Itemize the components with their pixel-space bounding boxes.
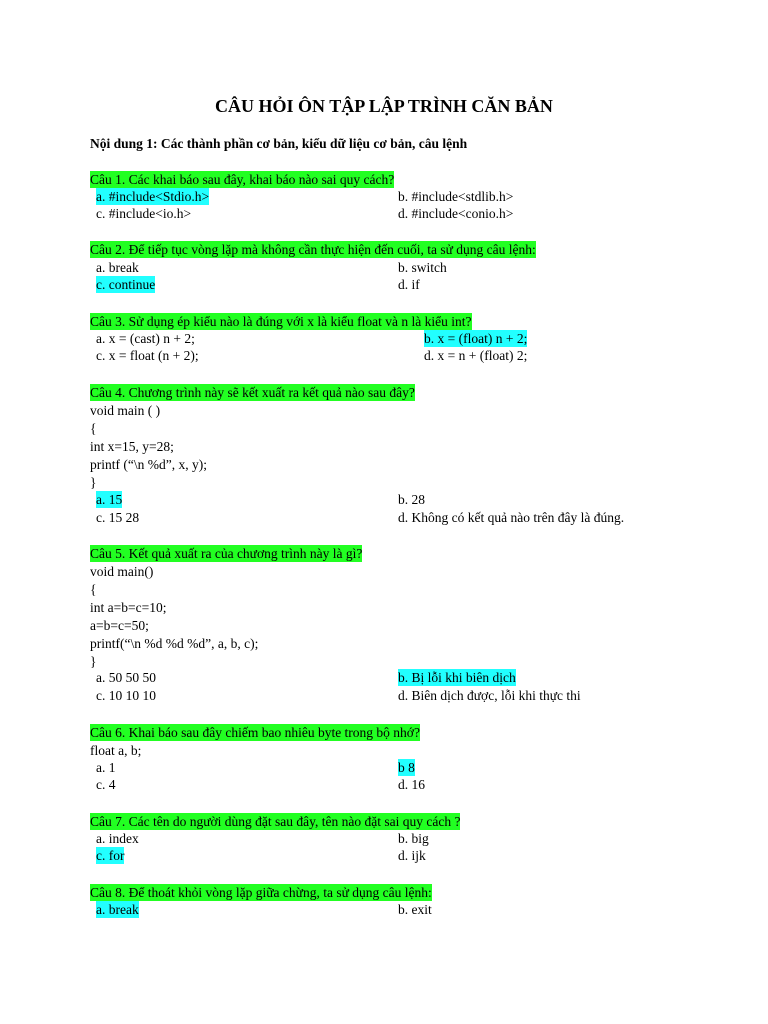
q6-option-a: a. 1 xyxy=(96,760,116,775)
q5-option-c: c. 10 10 10 xyxy=(96,688,156,703)
q4-option-a: a. 15 xyxy=(96,492,123,507)
q3-option-a: a. x = (cast) n + 2; xyxy=(96,331,195,346)
q2-option-b: b. switch xyxy=(398,260,447,275)
q3-option-c: c. x = float (n + 2); xyxy=(96,348,199,363)
q2-option-c: c. continue xyxy=(96,277,156,292)
question-4: Câu 4. Chương trình này sẽ kết xuất ra kết quả nào sau đây? xyxy=(90,385,415,400)
q2-option-d: d. if xyxy=(398,277,420,292)
q4-option-c: c. 15 28 xyxy=(96,510,140,525)
q4-code-line: void main ( ) xyxy=(90,403,161,418)
q5-code-line: printf(“\n %d %d %d”, a, b, c); xyxy=(90,636,259,651)
q7-option-c: c. for xyxy=(96,848,125,863)
q1-option-b: b. #include<stdlib.h> xyxy=(398,189,514,204)
question-1: Câu 1. Các khai báo sau đây, khai báo nào sai quy cách? xyxy=(90,172,395,187)
q4-code-line: } xyxy=(90,475,97,490)
question-5: Câu 5. Kết quả xuất ra của chương trình này là gì? xyxy=(90,546,363,561)
question-2: Câu 2. Để tiếp tục vòng lặp mà không cần thực hiện đến cuối, ta sử dụng câu lệnh: xyxy=(90,242,536,257)
question-6: Câu 6. Khai báo sau đây chiếm bao nhiêu byte trong bộ nhớ? xyxy=(90,725,420,740)
q5-option-a: a. 50 50 50 xyxy=(96,670,156,685)
q8-option-b: b. exit xyxy=(398,902,432,917)
q4-code-line: printf (“\n %d”, x, y); xyxy=(90,457,207,472)
question-8: Câu 8. Để thoát khỏi vòng lặp giữa chừng, ta sử dụng câu lệnh: xyxy=(90,885,432,900)
question-7: Câu 7. Các tên do người dùng đặt sau đây, tên nào đặt sai quy cách ? xyxy=(90,814,461,829)
q5-option-d: d. Biên dịch được, lỗi khi thực thi xyxy=(398,688,581,703)
q6-option-d: d. 16 xyxy=(398,777,425,792)
q4-option-d: d. Không có kết quả nào trên đây là đúng. xyxy=(398,510,625,525)
q6-option-b: b 8 xyxy=(398,760,415,775)
q5-code-line: void main() xyxy=(90,564,154,579)
q7-option-b: b. big xyxy=(398,831,429,846)
q1-option-c: c. #include<io.h> xyxy=(96,206,192,221)
section-heading: Nội dung 1: Các thành phần cơ bản, kiểu dữ liệu cơ bản, câu lệnh xyxy=(90,136,468,151)
q5-code-line: } xyxy=(90,654,97,669)
q1-option-d: d. #include<conio.h> xyxy=(398,206,514,221)
q5-code-line: a=b=c=50; xyxy=(90,618,149,633)
q6-option-c: c. 4 xyxy=(96,777,116,792)
q7-option-d: d. ijk xyxy=(398,848,426,863)
q8-option-a: a. break xyxy=(96,902,139,917)
q4-option-b: b. 28 xyxy=(398,492,425,507)
q5-code-line: { xyxy=(90,582,97,597)
question-3: Câu 3. Sử dụng ép kiểu nào là đúng với x là kiểu float và n là kiểu int? xyxy=(90,314,472,329)
q6-code-line: float a, b; xyxy=(90,743,142,758)
q2-option-a: a. break xyxy=(96,260,139,275)
q1-option-a: a. #include<Stdio.h> xyxy=(96,189,210,204)
q4-code-line: { xyxy=(90,421,97,436)
q5-option-b: b. Bị lỗi khi biên dịch xyxy=(398,670,516,685)
q3-option-d: d. x = n + (float) 2; xyxy=(424,348,528,363)
q5-code-line: int a=b=c=10; xyxy=(90,600,167,615)
q3-option-b: b. x = (float) n + 2; xyxy=(424,331,528,346)
q4-code-line: int x=15, y=28; xyxy=(90,439,174,454)
page-title: CÂU HỎI ÔN TẬP LẬP TRÌNH CĂN BẢN xyxy=(215,96,553,116)
q7-option-a: a. index xyxy=(96,831,139,846)
